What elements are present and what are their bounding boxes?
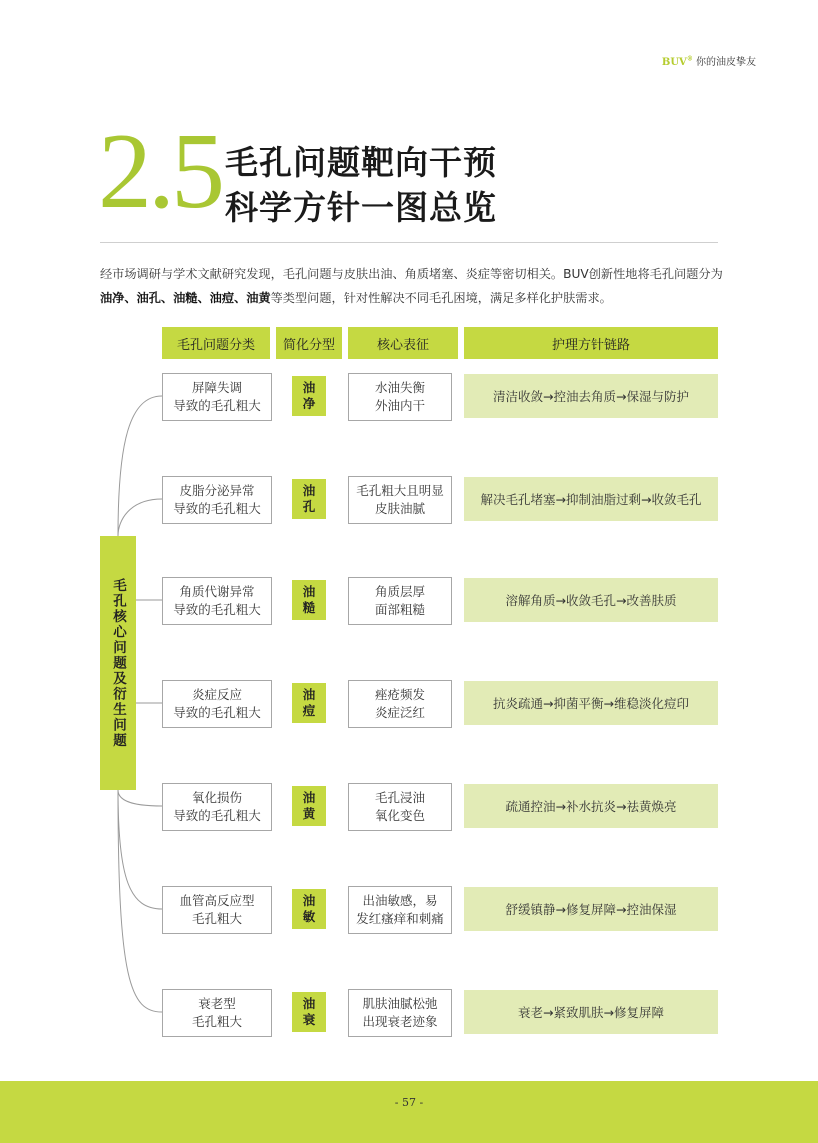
row-category: 角质代谢异常 导致的毛孔粗大 (162, 577, 272, 625)
row-category: 炎症反应 导致的毛孔粗大 (162, 680, 272, 728)
table-row (0, 783, 818, 831)
table-row (0, 886, 818, 934)
row-type-badge: 油衰 (292, 992, 326, 1032)
row-feature: 肌肤油腻松弛 出现衰老迹象 (348, 989, 452, 1037)
row-type-badge: 油糙 (292, 580, 326, 620)
brand-logo: BUV® (661, 55, 693, 68)
row-category: 氧化损伤 导致的毛孔粗大 (162, 783, 272, 831)
section-title-line2: 科学方针一图总览 (225, 188, 497, 227)
section-number: 2.5 (98, 112, 221, 231)
brand-tagline: 你的油皮挚友 (696, 57, 756, 68)
row-category: 皮脂分泌异常 导致的毛孔粗大 (162, 476, 272, 524)
row-care-chain: 溶解角质→收敛毛孔→改善肤质 (464, 578, 718, 622)
page-number: - 57 - (394, 1096, 424, 1109)
root-category-label: 毛孔核心问题及衍生问题 (110, 577, 126, 749)
row-feature: 毛孔粗大且明显 皮肤油腻 (348, 476, 452, 524)
header-feature: 核心表征 (348, 327, 458, 359)
header-category: 毛孔问题分类 (162, 327, 270, 359)
table-row (0, 680, 818, 728)
row-care-chain: 清洁收敛→控油去角质→保湿与防护 (464, 374, 718, 418)
row-care-chain: 舒缓镇静→修复屏障→控油保湿 (464, 887, 718, 931)
row-care-chain: 抗炎疏通→抑菌平衡→维稳淡化痘印 (464, 681, 718, 725)
table-row (0, 373, 818, 421)
table-row (0, 577, 818, 625)
row-care-chain: 疏通控油→补水抗炎→祛黄焕亮 (464, 784, 718, 828)
intro-paragraph: 经市场调研与学术文献研究发现，毛孔问题与皮肤出油、角质堵塞、炎症等密切相关。BUV创新性地将毛孔问题分为油净、油孔、油糙、油痘、油黄等类型问题，针对性解决不同毛孔困境，满足多样化护肤需求。 (100, 267, 723, 305)
row-type-badge: 油敏 (292, 889, 326, 929)
row-care-chain: 衰老→紧致肌肤→修复屏障 (464, 990, 718, 1034)
row-feature: 角质层厚 面部粗糙 (348, 577, 452, 625)
row-category: 屏障失调 导致的毛孔粗大 (162, 373, 272, 421)
row-feature: 出油敏感，易 发红瘙痒和刺痛 (348, 886, 452, 934)
row-feature: 痤疮频发 炎症泛红 (348, 680, 452, 728)
row-type-badge: 油黄 (292, 786, 326, 826)
row-category: 衰老型 毛孔粗大 (162, 989, 272, 1037)
header-type: 简化分型 (276, 327, 342, 359)
intro-types-bold: 油净、油孔、油糙、油痘、油黄 (100, 291, 271, 305)
row-category: 血管高反应型 毛孔粗大 (162, 886, 272, 934)
table-row (0, 989, 818, 1037)
row-type-badge: 油净 (292, 376, 326, 416)
table-row (0, 476, 818, 524)
header-chain: 护理方针链路 (464, 327, 718, 359)
footer-band (0, 1081, 818, 1143)
row-type-badge: 油痘 (292, 683, 326, 723)
row-feature: 毛孔浸油 氧化变色 (348, 783, 452, 831)
root-category-box (100, 536, 136, 790)
row-care-chain: 解决毛孔堵塞→抑制油脂过剩→收敛毛孔 (464, 477, 718, 521)
section-title-line1: 毛孔问题靶向干预 (225, 143, 497, 182)
row-feature: 水油失衡 外油内干 (348, 373, 452, 421)
row-type-badge: 油孔 (292, 479, 326, 519)
